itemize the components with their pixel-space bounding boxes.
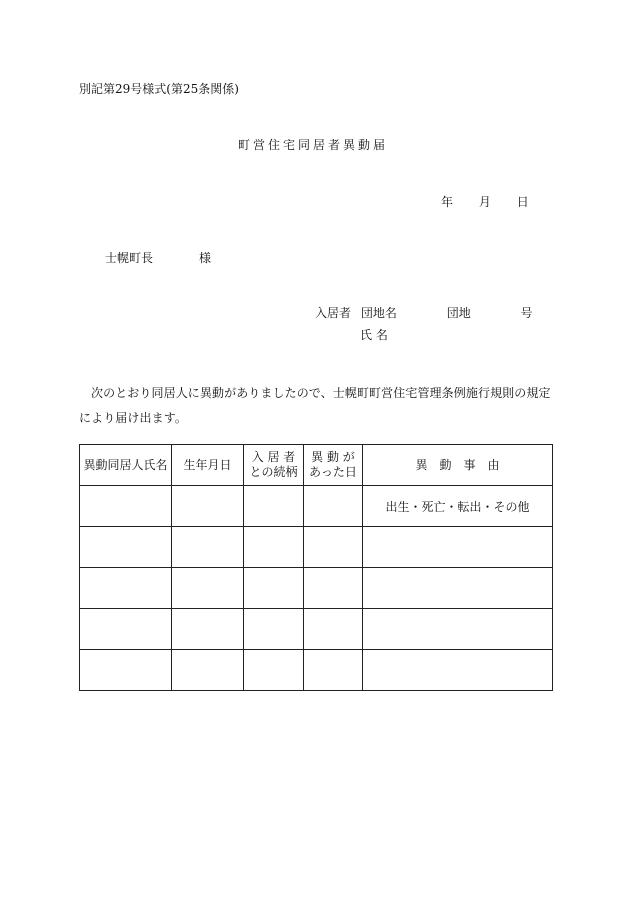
cell-change-date[interactable] (304, 486, 363, 527)
cell-reason-options[interactable]: 出生・死亡・転出・その他 (363, 486, 553, 527)
date-day: 日 (516, 195, 529, 209)
cell-relation[interactable] (244, 609, 304, 650)
header-date-line2: あった日 (309, 465, 357, 479)
table-row (80, 609, 553, 650)
table-row (80, 527, 553, 568)
cell-relation[interactable] (244, 568, 304, 609)
addressee (105, 249, 211, 266)
cell-birthdate[interactable] (172, 527, 244, 568)
cell-reason[interactable] (363, 527, 553, 568)
cell-birthdate[interactable] (172, 650, 244, 691)
applicant-info (315, 304, 533, 321)
table-header-row (80, 445, 553, 486)
cell-birthdate[interactable] (172, 486, 244, 527)
addressee-suffix: 様 (199, 251, 212, 265)
header-name: 異動同居人氏名 (80, 445, 172, 486)
cell-name[interactable] (80, 568, 172, 609)
applicant-name-label: 氏 名 (360, 328, 388, 342)
cell-change-date[interactable] (304, 527, 363, 568)
header-relation-line1: 入 居 者 (251, 450, 296, 464)
complex-label: 団地名 (360, 306, 397, 320)
form-number: 別記第29号様式(第25条関係) (79, 82, 239, 96)
table-row (80, 568, 553, 609)
cell-name[interactable] (80, 650, 172, 691)
table-row (80, 650, 553, 691)
cell-name[interactable] (80, 486, 172, 527)
header-date-line1: 異 動 が (311, 450, 355, 464)
applicant-label: 入居者 (315, 306, 352, 320)
header-relation (244, 445, 304, 486)
cell-relation[interactable] (244, 650, 304, 691)
cell-change-date[interactable] (304, 609, 363, 650)
number-suffix: 号 (520, 306, 533, 320)
date-month: 月 (478, 195, 491, 209)
cell-relation[interactable] (244, 527, 304, 568)
cell-reason[interactable] (363, 650, 553, 691)
date-line (441, 193, 529, 210)
cell-birthdate[interactable] (172, 609, 244, 650)
cell-change-date[interactable] (304, 568, 363, 609)
body-text: 次のとおり同居人に異動がありましたので、士幌町町営住宅管理条例施行規則の規定により届け出ます。 (79, 386, 551, 425)
cell-birthdate[interactable] (172, 568, 244, 609)
cell-reason[interactable] (363, 609, 553, 650)
cell-name[interactable] (80, 609, 172, 650)
addressee-name: 士幌町長 (105, 251, 154, 265)
complex-suffix: 団地 (446, 306, 471, 320)
table-row (80, 486, 553, 527)
cell-relation[interactable] (244, 486, 304, 527)
document-title: 町営住宅同居者異動届 (238, 138, 389, 152)
cell-name[interactable] (80, 527, 172, 568)
change-table (79, 444, 553, 691)
date-year: 年 (441, 195, 454, 209)
header-birthdate: 生年月日 (172, 445, 244, 486)
header-relation-line2: との続柄 (249, 465, 298, 479)
cell-reason[interactable] (363, 568, 553, 609)
header-change-date (304, 445, 363, 486)
header-reason: 異 動 事 由 (363, 445, 553, 486)
cell-change-date[interactable] (304, 650, 363, 691)
